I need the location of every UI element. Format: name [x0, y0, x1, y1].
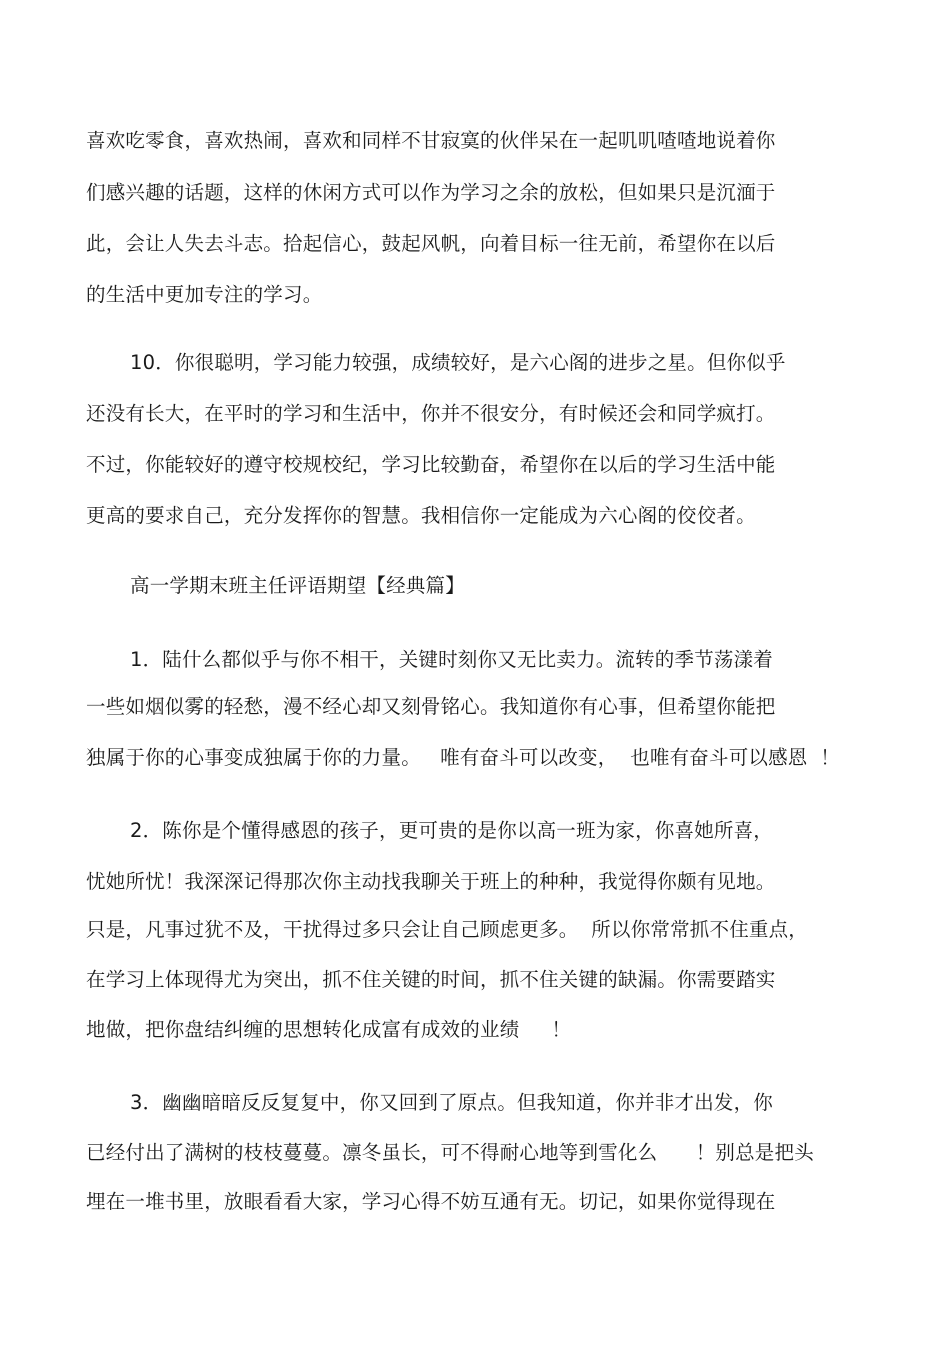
text-line: 3．幽幽暗暗反反复复中，你又回到了原点。但我知道，你并非才出发，你 [130, 1091, 774, 1114]
text-line: 不过，你能较好的遵守校规校纪，学习比较勤奋，希望你在以后的学习生活中能 [86, 453, 776, 476]
text-line: 更高的要求自己，充分发挥你的智慧。我相信你一定能成为六心阁的佼佼者。 [86, 504, 756, 527]
text-line: 独属于你的心事变成独属于你的力量。 唯有奋斗可以改变， 也唯有奋斗可以感恩 ！ [86, 746, 840, 769]
section-heading: 高一学期末班主任评语期望【经典篇】 [130, 574, 465, 597]
text-line: 埋在一堆书里，放眼看看大家，学习心得不妨互通有无。切记，如果你觉得现在 [86, 1190, 776, 1213]
text-line: 地做，把你盘结纠缠的思想转化成富有成效的业绩 ！ [86, 1018, 572, 1041]
text-line: 此，会让人失去斗志。拾起信心，鼓起风帆，向着目标一往无前，希望你在以后 [86, 232, 776, 255]
text-line: 一些如烟似雾的轻愁，漫不经心却又刻骨铭心。我知道你有心事，但希望你能把 [86, 695, 776, 718]
text-line: 只是，凡事过犹不及，干扰得过多只会让自己顾虑更多。 所以你常常抓不住重点， [86, 918, 808, 941]
text-line: 还没有长大，在平时的学习和生活中，你并不很安分，有时候还会和同学疯打。 [86, 402, 776, 425]
text-line: 1．陆什么都似乎与你不相干，关键时刻你又无比卖力。流转的季节荡漾着 [130, 648, 774, 671]
text-line: 的生活中更加专注的学习。 [86, 283, 323, 306]
text-line: 在学习上体现得尤为突出，抓不住关键的时间，抓不住关键的缺漏。你需要踏实 [86, 968, 776, 991]
text-line: 10．你很聪明，学习能力较强，成绩较好，是六心阁的进步之星。但你似乎 [130, 351, 786, 374]
text-line: 喜欢吃零食，喜欢热闹，喜欢和同样不甘寂寞的伙伴呆在一起叽叽喳喳地说着你 [86, 129, 776, 152]
text-line: 已经付出了满树的枝枝蔓蔓。凛冬虽长，可不得耐心地等到雪化么 ！别总是把头 [86, 1141, 814, 1164]
text-line: 2．陈你是个懂得感恩的孩子，更可贵的是你以高一班为家，你喜她所喜， [130, 819, 774, 842]
text-line: 们感兴趣的话题，这样的休闲方式可以作为学习之余的放松，但如果只是沉湎于 [86, 181, 776, 204]
text-line: 忧她所忧！我深深记得那次你主动找我聊关于班上的种种，我觉得你颇有见地。 [86, 870, 776, 893]
